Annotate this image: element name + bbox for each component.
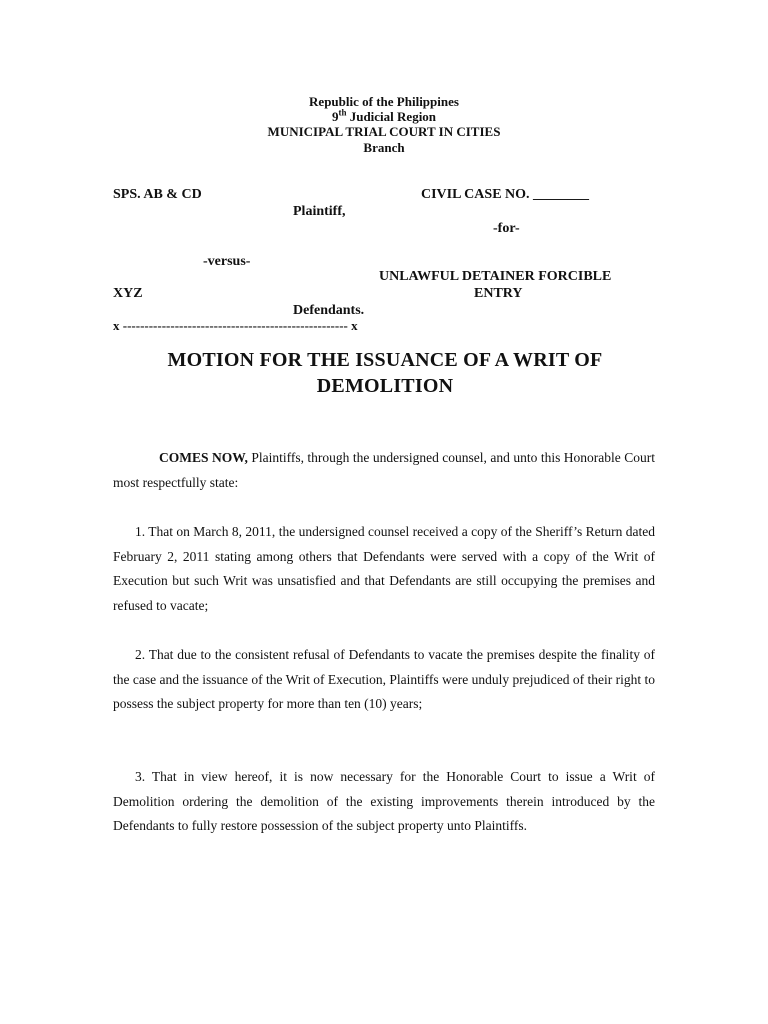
region-number: 9	[331, 109, 339, 124]
civil-case-number: CIVIL CASE NO. ________	[421, 187, 590, 202]
paragraph-3	[113, 765, 655, 839]
judicial-region-heading	[0, 109, 768, 125]
region-label: Judicial Region	[346, 109, 437, 124]
paragraph-2	[113, 643, 655, 717]
plaintiffs-name: SPS. AB & CD	[113, 187, 202, 202]
paragraph-1	[113, 520, 655, 618]
court-name-heading: MUNICIPAL TRIAL COURT IN CITIES	[267, 124, 501, 139]
republic-heading: Republic of the Philippines	[309, 94, 459, 109]
plaintiff-label: Plaintiff,	[293, 204, 346, 219]
branch-heading: Branch	[363, 140, 405, 155]
motion-title-line1: MOTION FOR THE ISSUANCE OF A WRIT OF	[167, 349, 603, 371]
region-ordinal: th	[338, 107, 347, 118]
versus-label: -versus-	[203, 254, 251, 269]
paragraph-2-text: 2. That due to the consistent refusal of Defendants to vacate the premises despite the finality of the case and the issuance of the Writ of Execution, Plaintiffs were unduly prejudiced of their right to possess the subject property for more than ten (10) years;	[113, 647, 655, 711]
defendant-label: Defendants.	[293, 303, 365, 318]
case-type-line2: ENTRY	[474, 286, 523, 301]
motion-title-line2: DEMOLITION	[316, 375, 454, 397]
intro-text: Plaintiffs, through the undersigned counsel, and unto this Honorable Court most respectfully state:	[113, 450, 655, 490]
paragraph-1-text: 1. That on March 8, 2011, the undersigned counsel received a copy of the Sheriff’s Return dated February 2, 2011 stating among others that Defendants were served with a copy of the Writ of Execution but such Writ was unsatisfied and that Defendants are still occupying the premises and refused to vacate;	[113, 524, 655, 613]
for-label: -for-	[493, 221, 520, 236]
case-type-line1: UNLAWFUL DETAINER FORCIBLE	[379, 269, 612, 284]
intro-lead: COMES NOW,	[159, 450, 248, 465]
intro-paragraph	[113, 446, 655, 495]
caption-separator: x ---------------------------------------------------- x	[113, 318, 358, 333]
paragraph-3-text: 3. That in view hereof, it is now necessary for the Honorable Court to issue a Writ of Demolition ordering the demolition of the existing improvements therein introduced by the Defendants to fully restore possession of the subject property unto Plaintiffs.	[113, 769, 655, 833]
motion-title	[100, 347, 670, 399]
defendant-name: XYZ	[113, 286, 143, 301]
